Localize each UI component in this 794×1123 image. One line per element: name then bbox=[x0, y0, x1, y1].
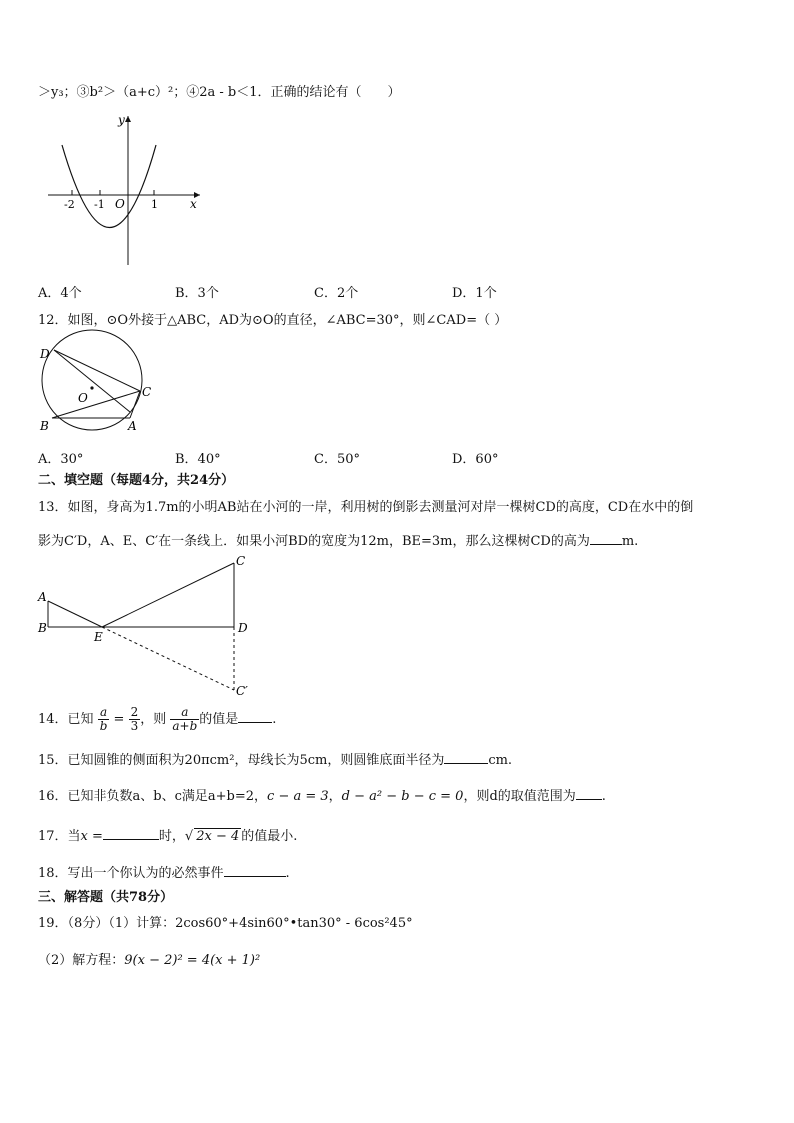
q12-option-d: D．60° bbox=[452, 452, 499, 467]
q12-stem: 12．如图，⊙O外接于△ABC，AD为⊙O的直径，∠ABC=30°，则∠CAD=（ ） bbox=[38, 313, 508, 328]
q14-equals: = bbox=[113, 712, 125, 727]
q17-answer-blank bbox=[103, 827, 159, 840]
q19-equation: 9(x − 2)² = 4(x + 1)² bbox=[124, 953, 261, 968]
q11-origin-label: O bbox=[115, 197, 125, 211]
q12-label-b: B bbox=[40, 419, 49, 433]
q16-line bbox=[38, 787, 606, 805]
q13-label-a: A bbox=[38, 590, 47, 604]
q15-line bbox=[38, 751, 512, 769]
q19-line-1: 19．（8分）（1）计算：2cos60°+4sin60°•tan30° - 6cos²45° bbox=[38, 916, 413, 931]
q18-pre: 18．写出一个你认为的必然事件 bbox=[38, 866, 224, 881]
q11-parabola-graph bbox=[40, 110, 240, 270]
q13-label-c-prime: C′ bbox=[236, 684, 248, 698]
q11-tick-m2: -2 bbox=[64, 198, 75, 211]
q14-f2-num: 2 bbox=[130, 705, 139, 719]
q11-y-label: y bbox=[118, 113, 125, 127]
q16-sep: ， bbox=[328, 789, 342, 804]
q12-label-c: C bbox=[142, 385, 152, 399]
q16-post: ，则d的取值范围为 bbox=[463, 789, 576, 804]
q14-pre: 14．已知 bbox=[38, 712, 94, 727]
q17-pre: 17．当 bbox=[38, 829, 81, 844]
section-2-title: 二、填空题（每题4分，共24分） bbox=[38, 473, 235, 488]
q16-end: . bbox=[601, 789, 606, 804]
q12-option-b: B．40° bbox=[175, 452, 221, 467]
q12-label-d: D bbox=[40, 347, 50, 361]
q14-fraction-a-over-b bbox=[98, 706, 110, 733]
q11-option-a: A．4个 bbox=[38, 286, 82, 301]
q12-option-c: C．50° bbox=[314, 452, 360, 467]
q14-f3-den: a+b bbox=[172, 719, 198, 733]
q12-circle-figure bbox=[32, 336, 162, 436]
q12-label-a: A bbox=[128, 419, 137, 433]
q11-option-d: D．1个 bbox=[452, 286, 497, 301]
q17-sqrt-sign: √ bbox=[184, 829, 194, 844]
q13-label-e: E bbox=[94, 630, 103, 644]
q14-fraction-a-over-a-plus-b bbox=[170, 706, 199, 733]
q14-end: . bbox=[272, 712, 277, 727]
q16-answer-blank bbox=[576, 787, 602, 800]
q17-var: x = bbox=[80, 829, 103, 844]
q19-line-2 bbox=[38, 953, 260, 969]
section-3-title: 三、解答题（共78分） bbox=[38, 890, 174, 905]
q18-end: . bbox=[285, 866, 290, 881]
q17-mid: 时， bbox=[158, 829, 185, 844]
q11-stem-tail: ＞y₃；③b²＞（a+c）²；④2a - b＜1．正确的结论有（ ） bbox=[38, 85, 401, 100]
q15-answer-blank bbox=[444, 751, 488, 764]
q11-tick-m1: -1 bbox=[94, 198, 105, 211]
q13-line-2-end: m. bbox=[621, 534, 639, 549]
q14-mid: ，则 bbox=[140, 712, 167, 727]
q17-post: 的值最小. bbox=[241, 829, 298, 844]
q13-label-c: C bbox=[236, 554, 246, 568]
q14-post: 的值是 bbox=[199, 712, 239, 727]
q18-answer-blank bbox=[224, 864, 286, 877]
q15-pre: 15．已知圆锥的侧面积为20πcm²，母线长为5cm，则圆锥底面半径为 bbox=[38, 753, 445, 768]
q14-answer-blank bbox=[238, 710, 272, 723]
q14-f3-num: a bbox=[170, 706, 199, 720]
q17-radicand: 2x − 4 bbox=[196, 829, 240, 844]
q11-option-b: B．3个 bbox=[175, 286, 219, 301]
q13-answer-blank bbox=[590, 532, 622, 545]
q13-label-b: B bbox=[38, 621, 47, 635]
q13-line-2-text: 影为C′D，A、E、C′在一条线上．如果小河BD的宽度为12m，BE=3m，那么这棵树CD的高为 bbox=[38, 534, 590, 549]
q18-line bbox=[38, 864, 290, 882]
q16-expr-1: c − a = 3 bbox=[267, 789, 329, 804]
q14-f2-den: 3 bbox=[130, 719, 139, 733]
q14-fraction-2-over-3 bbox=[129, 706, 141, 733]
q11-option-c: C．2个 bbox=[314, 286, 359, 301]
q17-line bbox=[38, 827, 297, 845]
q14-f1-num: a bbox=[98, 706, 110, 720]
q14-f1-den: b bbox=[99, 719, 108, 733]
q13-reflection-figure bbox=[36, 554, 266, 698]
q16-pre: 16．已知非负数a、b、c满足a+b=2， bbox=[38, 789, 268, 804]
q13-line-2 bbox=[38, 532, 638, 550]
q13-label-d: D bbox=[238, 621, 248, 635]
q12-option-a: A．30° bbox=[38, 452, 84, 467]
q16-expr-2: d − a² − b − c = 0 bbox=[341, 789, 464, 804]
q15-post: cm. bbox=[488, 753, 513, 768]
q11-tick-p1: 1 bbox=[151, 198, 158, 211]
q19-line-2-pre: （2）解方程： bbox=[38, 953, 125, 968]
q13-line-1: 13．如图，身高为1.7m的小明AB站在小河的一岸，利用树的倒影去测量河对岸一棵树CD的高度，CD在水中的倒 bbox=[38, 500, 694, 515]
q12-label-o: O bbox=[78, 391, 88, 405]
q11-x-label: x bbox=[190, 197, 197, 211]
q14-line bbox=[38, 706, 276, 734]
